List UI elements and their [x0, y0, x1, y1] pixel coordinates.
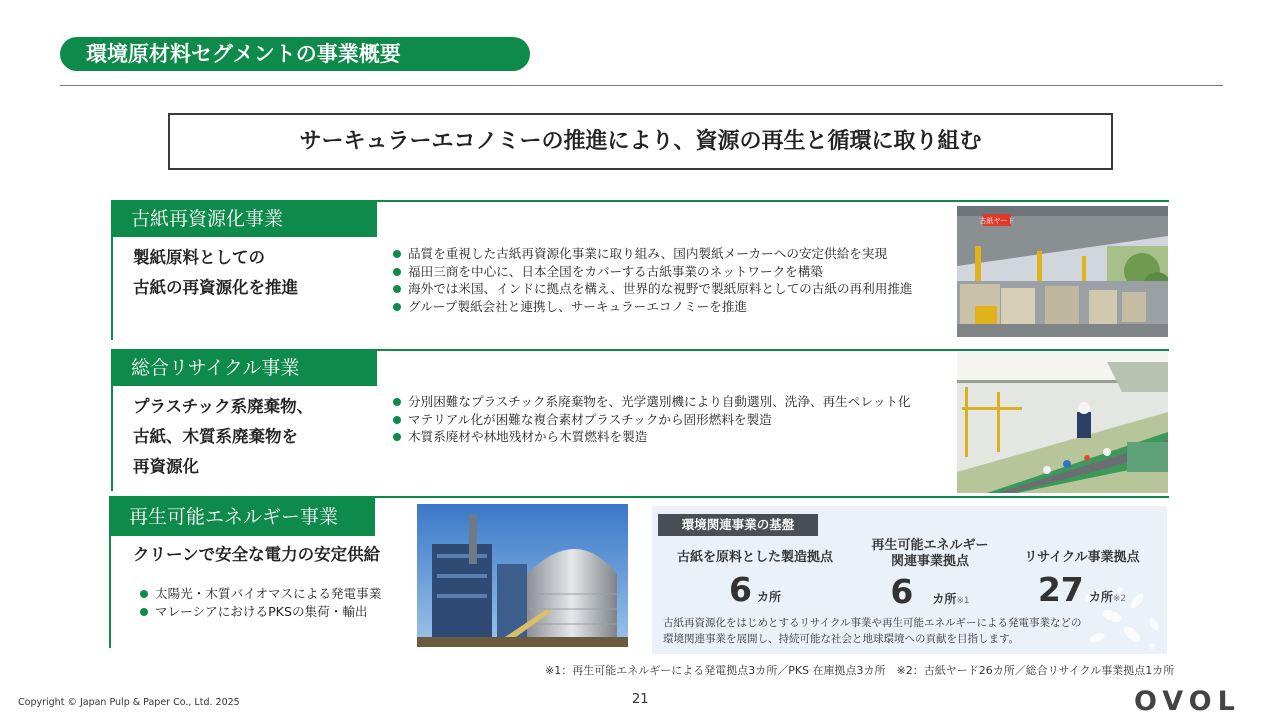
- banner-statement: サーキュラーエコノミーの推進により、資源の再生と循環に取り組む: [168, 113, 1113, 170]
- info-tag: 環境関連事業の基盤: [658, 514, 818, 536]
- stat-recycling-sites: [1012, 550, 1152, 609]
- section-tab: 再生可能エネルギー事業: [109, 498, 375, 536]
- list-item: マレーシアにおけるPKSの集荷・輸出: [137, 603, 381, 621]
- section-tab: 古紙再資源化事業: [111, 201, 377, 237]
- stat-unit: カ所: [757, 590, 782, 604]
- info-description-line: 環境関連事業を展開し、持続可能な社会と地球環境への貢献を目指します。: [663, 633, 1020, 645]
- stat-label: [850, 538, 1010, 570]
- section-heading: [133, 243, 298, 303]
- stat-renewable-sites: [850, 538, 1010, 611]
- header-divider: [60, 85, 1223, 86]
- stat-unit: カ所: [932, 592, 957, 606]
- list-item: 品質を重視した古紙再資源化事業に取り組み、国内製紙メーカーへの安定供給を実現: [390, 245, 913, 263]
- section-heading-line: 製紙原料としての: [133, 248, 265, 267]
- section-heading-line: プラスチック系廃棄物、: [133, 397, 314, 416]
- bullet-list: [390, 393, 911, 446]
- info-description-line: 古紙再資源化をはじめとするリサイクル事業や再生可能エネルギーによる発電事業などの: [663, 617, 1082, 629]
- copyright: Copyright © Japan Pulp & Paper Co., Ltd. 2025: [18, 697, 240, 708]
- section-heading-line: クリーンで安全な電力の安定供給: [133, 545, 381, 564]
- warehouse-photo: [957, 206, 1168, 337]
- stat-manufacturing-sites: [670, 550, 840, 609]
- list-item: 太陽光・木質バイオマスによる発電事業: [137, 585, 381, 603]
- info-description: [663, 615, 1082, 647]
- list-item: 木質系廃材や林地残材から木質燃料を製造: [390, 428, 911, 446]
- stat-value: 27: [1037, 570, 1084, 609]
- list-item: 福田三商を中心に、日本全国をカバーする古紙事業のネットワークを構築: [390, 263, 913, 281]
- stat-unit: カ所: [1088, 590, 1113, 604]
- stat-note: ※2: [1112, 594, 1127, 604]
- warehouse-sign-text: 古紙ヤード: [979, 217, 1015, 225]
- bullet-list: [390, 245, 913, 315]
- section-heading: [133, 540, 380, 570]
- stat-label-line: 再生可能エネルギー: [871, 538, 989, 553]
- list-item: 海外では米国、インドに拠点を構え、世界的な視野で製紙原料としての古紙の再利用推進: [390, 280, 913, 298]
- section-tab: 総合リサイクル事業: [111, 350, 377, 386]
- recycling-line-photo: [957, 352, 1168, 493]
- stat-value: 6: [890, 572, 914, 611]
- section-heading-line: 古紙の再資源化を推進: [133, 278, 298, 297]
- stat-note: ※1: [956, 596, 970, 606]
- stat-value: 6: [728, 570, 752, 609]
- list-item: マテリアル化が困難な複合素材プラスチックから固形燃料を製造: [390, 411, 911, 429]
- list-item: グループ製紙会社と連携し、サーキュラーエコノミーを推進: [390, 298, 913, 316]
- section-heading-line: 古紙、木質系廃棄物を: [133, 427, 298, 446]
- stat-label: 古紙を原料とした製造拠点: [676, 550, 833, 565]
- stat-label: リサイクル事業拠点: [1024, 550, 1140, 565]
- page-number: 21: [632, 692, 649, 707]
- stat-label-line: 関連事業拠点: [890, 554, 969, 569]
- section-heading-line: 再資源化: [133, 457, 199, 476]
- section-heading: [133, 392, 313, 482]
- page-title: 環境原材料セグメントの事業概要: [60, 37, 530, 71]
- bullet-list: [137, 585, 381, 620]
- ovol-logo: OVOL: [1134, 686, 1241, 717]
- list-item: 分別困難なプラスチック系廃棄物を、光学選別機により自動選別、洗浄、再生ペレット化: [390, 393, 911, 411]
- biomass-plant-photo: [417, 504, 628, 647]
- footnote: ※1：再生可能エネルギーによる発電拠点3カ所／PKS 在庫拠点3カ所 ※2：古紙ヤード26カ所／総合リサイクル事業拠点1カ所: [545, 664, 1175, 677]
